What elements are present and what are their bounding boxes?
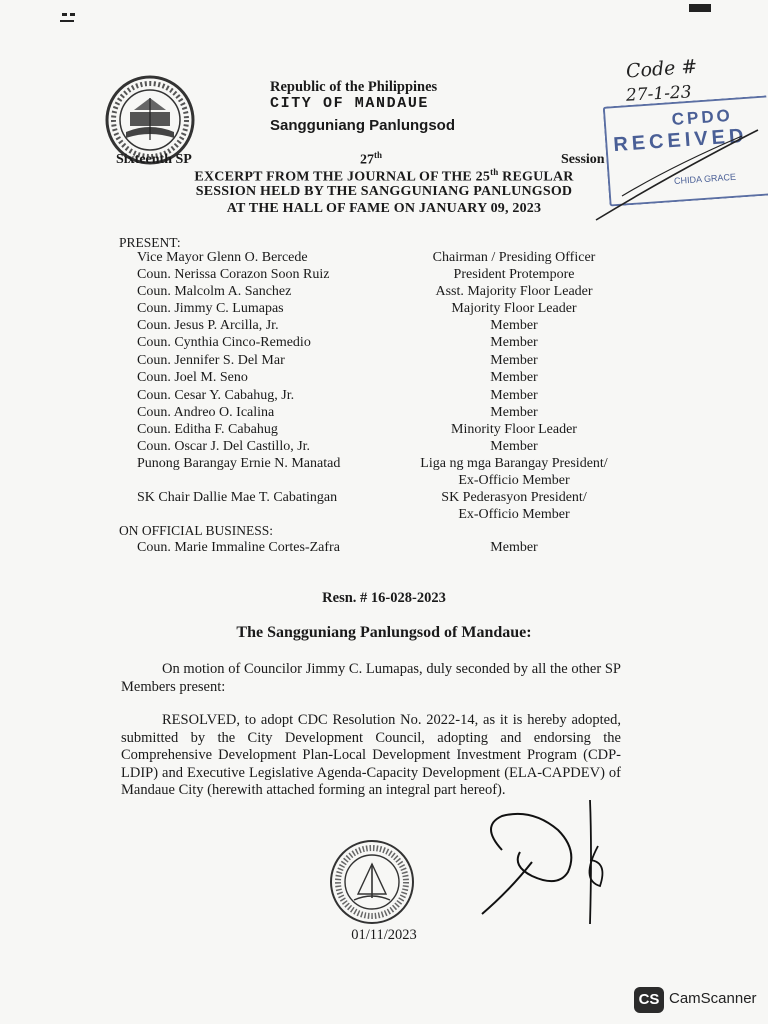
member-position-cont: Ex-Officio Member [458,507,570,522]
member-position: Minority Floor Leader [451,422,577,437]
header-council: Sangguniang Panlungsod [270,117,455,134]
member-position: Member [490,405,538,420]
member-position: SK Pederasyon President/ [441,490,587,505]
stamp-received: RECEIVED [612,124,749,157]
member-name: Punong Barangay Ernie N. Manatad [137,456,341,471]
member-name: Coun. Jesus P. Arcilla, Jr. [137,318,279,333]
signature [440,790,630,930]
stamp-receiver-name: CHIDA GRACE [673,171,737,187]
member-name: Coun. Andreo O. Icalina [137,405,275,420]
member-position: Member [490,353,538,368]
member-position: Member [490,439,538,454]
handwritten-code-note: Code # [625,55,699,83]
member-position: Member [490,370,538,385]
official-business-label: ON OFFICIAL BUSINESS: [119,523,274,538]
member-position: Asst. Majority Floor Leader [435,284,593,299]
present-label: PRESENT: [119,235,181,250]
member-name: Coun. Oscar J. Del Castillo, Jr. [137,439,311,454]
body-title: The Sangguniang Panlungsod of Mandaue: [236,624,532,641]
council-seal [328,838,416,926]
member-position: Member [490,318,538,333]
camscanner-text: CamScanner [669,990,757,1007]
member-name: Coun. Joel M. Seno [137,370,248,385]
scan-mark [70,13,75,16]
header-republic: Republic of the Philippines [270,79,438,95]
sp-number: Sixteenth SP [116,152,192,167]
seal-date: 01/11/2023 [351,927,417,943]
member-name: Coun. Jennifer S. Del Mar [137,353,285,368]
title-line-1: EXCERPT FROM THE JOURNAL OF THE 25th REGULAR [194,167,574,185]
header-city: CITY OF MANDAUE [270,95,430,112]
member-name: Coun. Cesar Y. Cabahug, Jr. [137,388,295,403]
title-line-2: SESSION HELD BY THE SANGGUNIANG PANLUNGSOD [195,184,573,199]
member-name: Coun. Malcolm A. Sanchez [137,284,292,299]
member-name: Coun. Nerissa Corazon Soon Ruiz [137,267,330,282]
member-position: Member [490,540,538,555]
handwritten-date-note: 27-1-23 [625,82,693,106]
member-position: Chairman / Presiding Officer [432,250,596,265]
session-number: 27th [360,150,383,168]
session-label: Session [561,152,605,167]
member-position: Liga ng mga Barangay President/ [420,456,608,471]
motion-paragraph: On motion of Councilor Jimmy C. Lumapas, duly seconded by all the other SP Members present: [121,661,621,695]
member-name: Coun. Editha F. Cabahug [137,422,278,437]
member-position-cont: Ex-Officio Member [458,473,570,488]
member-name: Coun. Cynthia Cinco-Remedio [137,335,311,350]
scan-mark [689,4,711,12]
member-name: Vice Mayor Glenn O. Bercede [137,250,308,265]
camscanner-logo: CS [634,987,664,1013]
title-line-3: AT THE HALL OF FAME ON JANUARY 09, 2023 [226,201,542,216]
member-position: President Protempore [453,267,575,282]
scan-mark [60,20,74,22]
member-name: Coun. Jimmy C. Lumapas [137,301,284,316]
member-position: Member [490,388,538,403]
member-name: SK Chair Dallie Mae T. Cabatingan [137,490,338,505]
resolution-number: Resn. # 16-028-2023 [322,590,446,606]
member-name: Coun. Marie Immaline Cortes-Zafra [137,540,340,555]
member-position: Member [490,335,538,350]
scan-mark [62,13,67,16]
stamp-office: CPDO [671,105,734,130]
member-position: Majority Floor Leader [451,301,577,316]
resolution-paragraph: RESOLVED, to adopt CDC Resolution No. 2022-14, as it is hereby adopted, submitted by the City Development Council, adopting and endorsing the Comprehensive Development Plan-Local Development Investment Program (CDP-LDIP) and Executive Legislative Agenda-Capacity Development (ELA-CAPDEV) of Mandaue City (herewith attached forming an integral part hereof). [121,712,621,798]
